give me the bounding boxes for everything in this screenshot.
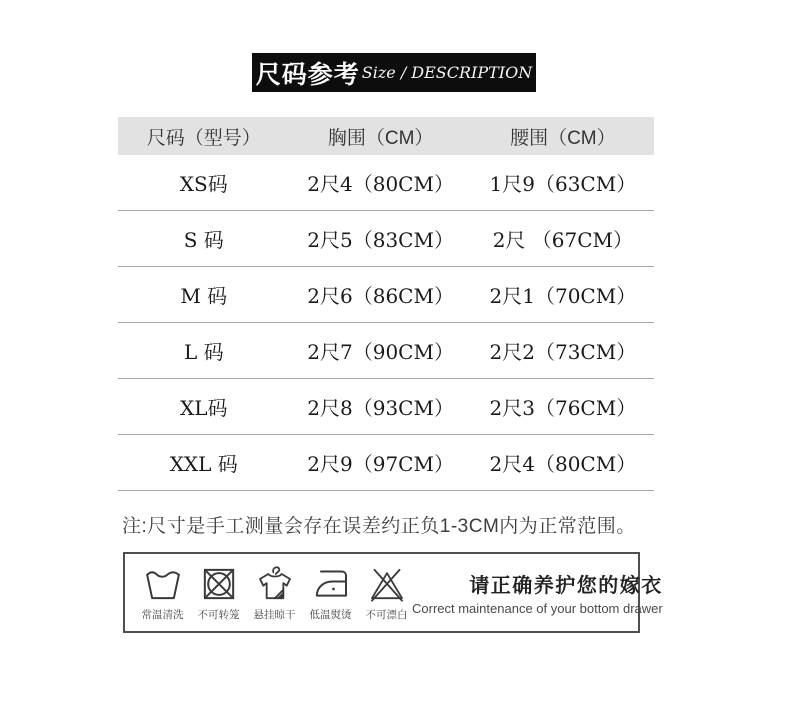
col-header-waist: 腰围（CM） — [510, 127, 616, 149]
table-row — [118, 211, 654, 267]
care-label: 常温清洗 — [141, 608, 184, 621]
care-label: 低温熨烫 — [309, 608, 352, 621]
title-english: Size / DESCRIPTION — [361, 63, 533, 82]
table-row — [118, 323, 654, 379]
size-cell: L 码 — [183, 340, 224, 364]
size-table — [118, 117, 654, 491]
bust-cell: 2尺6（86CM） — [307, 284, 454, 308]
care-item-no-tumble — [193, 564, 244, 622]
care-icons-row — [137, 564, 412, 622]
size-cell: S 码 — [183, 228, 224, 252]
care-title-chinese: 请正确养护您的嫁衣 — [469, 575, 663, 597]
care-label: 不可漂白 — [365, 608, 408, 621]
size-cell: XS码 — [179, 172, 228, 196]
care-text-block — [412, 569, 663, 616]
table-row — [118, 379, 654, 435]
table-row — [118, 155, 654, 211]
waist-cell: 2尺3（76CM） — [489, 396, 637, 420]
title-chinese: 尺码参考 — [255, 60, 360, 89]
waist-cell: 2尺2（73CM） — [489, 340, 637, 364]
care-item-hang-dry — [249, 564, 300, 622]
low-temp-iron-icon — [305, 564, 356, 604]
bust-cell: 2尺5（83CM） — [307, 228, 454, 252]
hang-dry-icon — [249, 564, 300, 604]
bust-cell: 2尺4（80CM） — [307, 172, 454, 196]
measurement-note: 注:尺寸是手工测量会存在误差约正负1-3CM内为正常范围。 — [122, 516, 636, 537]
waist-cell: 2尺4（80CM） — [489, 452, 637, 476]
care-item-wash — [137, 564, 188, 622]
no-tumble-dry-icon — [193, 564, 244, 604]
table-row — [118, 435, 654, 491]
care-item-no-bleach — [361, 564, 412, 622]
bust-cell: 2尺7（90CM） — [307, 340, 454, 364]
care-label: 不可转笼 — [197, 608, 240, 621]
no-bleach-icon — [361, 564, 412, 604]
care-instructions-box — [123, 552, 663, 633]
table-row — [118, 267, 654, 323]
size-table-header — [118, 117, 654, 155]
size-cell: XL码 — [179, 396, 228, 420]
waist-cell: 2尺 （67CM） — [492, 228, 634, 252]
bust-cell: 2尺9（97CM） — [307, 452, 454, 476]
bust-cell: 2尺8（93CM） — [307, 396, 454, 420]
waist-cell: 2尺1（70CM） — [489, 284, 637, 308]
col-header-size: 尺码（型号） — [146, 127, 261, 149]
title-banner — [252, 53, 536, 92]
waist-cell: 1尺9（63CM） — [489, 172, 637, 196]
size-cell: XXL 码 — [169, 452, 238, 476]
wash-normal-temp-icon — [137, 564, 188, 604]
care-item-iron — [305, 564, 356, 622]
size-cell: M 码 — [180, 284, 228, 308]
care-title-english: Correct maintenance of your bottom drawer — [412, 601, 663, 616]
col-header-bust: 胸围（CM） — [327, 127, 434, 149]
care-label: 悬挂晾干 — [253, 608, 296, 621]
